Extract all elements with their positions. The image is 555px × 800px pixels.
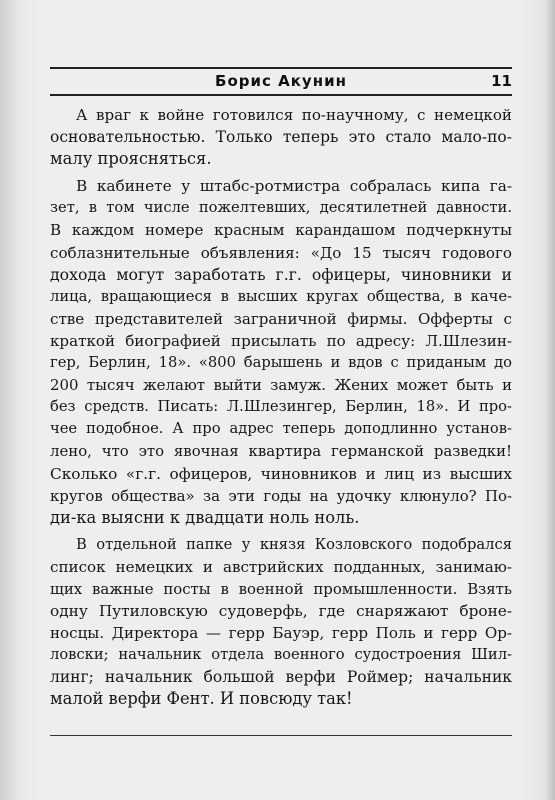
text-line: В каждом номере красным карандашом подчеркнуты	[50, 221, 512, 240]
text-line: гер, Берлин, 18». «800 барышень и вдов с приданым до	[50, 354, 512, 372]
text-line: чее подобное. А про адрес теперь доподлинно установ-	[50, 420, 512, 438]
top-rule	[50, 67, 512, 69]
running-header	[50, 72, 512, 94]
header-rule	[50, 94, 512, 96]
text-line: кругов общества» за эти годы на удочку клюнуло? По-	[50, 486, 512, 505]
text-line: Сколько «г.г. офицеров, чиновников и лиц из высших	[50, 464, 512, 483]
text-line: ди-ка выясни к двадцати ноль ноль.	[50, 507, 360, 527]
text-line: список немецких и австрийских подданных, занимаю-	[50, 557, 512, 576]
text-line: одну Путиловскую судоверфь, где снаряжают броне-	[50, 602, 512, 621]
text-line: В отдельной папке у князя Козловского подобрался	[76, 535, 512, 553]
text-line: стве представителей заграничной фирмы. Офферты с	[50, 309, 512, 328]
text-line: линг; начальник большой верфи Роймер; начальник	[50, 668, 512, 687]
text-line: малу проясняться.	[50, 149, 212, 169]
text-line: лено, что это явочная квартира германской разведки!	[50, 442, 512, 461]
body-text	[50, 104, 512, 716]
bottom-rule	[50, 735, 512, 736]
text-line: краткой биографией присылать по адресу: Л.Шлезин-	[50, 331, 512, 350]
author-name: Борис Акунин	[215, 72, 347, 90]
text-line: лица, вращающиеся в высших кругах общества, в каче-	[50, 287, 512, 305]
page-number: 11	[491, 72, 512, 90]
paragraph-1	[50, 104, 512, 170]
text-line: зет, в том числе пожелтевших, десятилетней давности.	[50, 199, 512, 217]
text-line: ловски; начальник отдела военного судостроения Шил-	[50, 646, 512, 664]
text-line: носцы. Директора — герр Бауэр, герр Поль и герр Ор-	[50, 624, 512, 643]
paragraph-3	[50, 534, 512, 711]
text-line: основательностью. Только теперь это стало мало-по-	[50, 128, 512, 147]
text-line: 200 тысяч желают выйти замуж. Жених может быть и	[50, 376, 512, 395]
paragraph-2	[50, 175, 512, 529]
text-line: дохода могут заработать г.г. офицеры, чиновники и	[50, 264, 512, 284]
text-line: В кабинете у штабс-ротмистра собралась кипа га-	[76, 177, 512, 196]
text-line: соблазнительные объявления: «До 15 тысяч годового	[50, 243, 512, 262]
text-line: щих важные посты в военной промышленности. Взять	[50, 579, 512, 598]
text-line: А враг к войне готовился по-научному, с немецкой	[76, 106, 512, 124]
text-line: без средств. Писать: Л.Шлезингер, Берлин, 18». И про-	[50, 398, 512, 416]
text-line: малой верфи Фент. И повсюду так!	[50, 689, 353, 709]
